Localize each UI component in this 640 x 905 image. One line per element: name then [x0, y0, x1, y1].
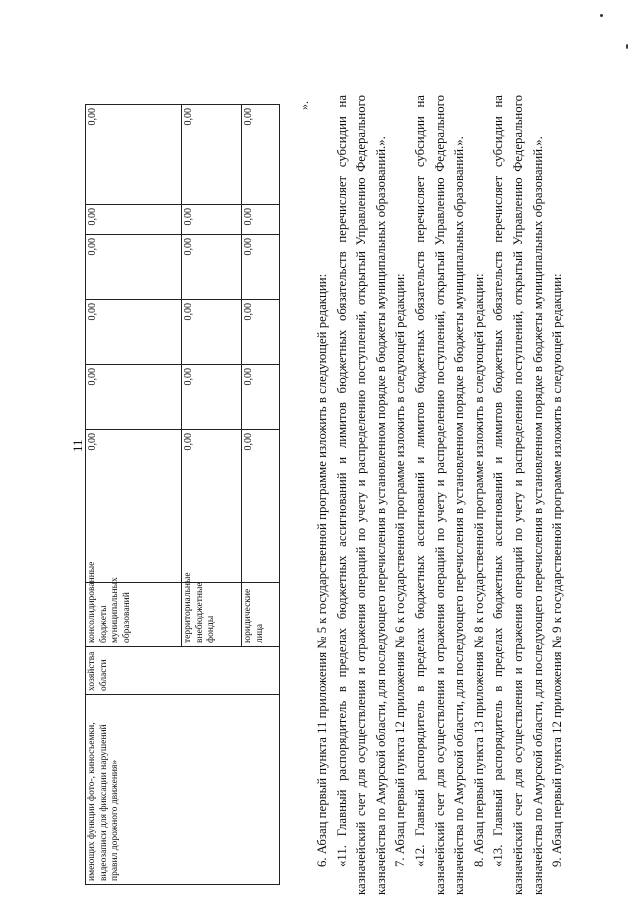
table-cell-value: 0,00	[182, 235, 242, 300]
table-cell-agency: хозяйства области	[86, 647, 280, 695]
table-cell-value: 0,00	[86, 105, 182, 205]
table-cell-value: 0,00	[86, 235, 182, 300]
table-cell-value: 0,00	[242, 205, 280, 235]
paragraph: «13. Главный распорядитель в пределах бюджетных ассигнований и лимитов бюджетных обязательств перечисляет субсидии на казначейский счет для осуществления и отражения операций по учету и распределению поступлений, открытый Управлению Федерального казначейства по Амурской области, для последующего перечисления в установленном порядке в бюджеты муниципальных образований.».	[491, 95, 545, 895]
paragraph: 6. Абзац первый пункта 11 приложения № 5 к государственной программе изложить в следующей редакции:	[315, 273, 329, 867]
page-number: 11	[70, 439, 85, 452]
table-cell-source: территориальные внебюджетные фонды	[182, 583, 242, 647]
table-cell-value: 0,00	[242, 300, 280, 365]
table-cell-value: 0,00	[86, 365, 182, 430]
paragraph: «12. Главный распорядитель в пределах бюджетных ассигнований и лимитов бюджетных обязательств перечисляет субсидии на казначейский счет для осуществления и отражения операций по учету и распределению поступлений, открытый Управлению Федерального казначейства по Амурской области, для последующего перечисления в установленном порядке в бюджеты муниципальных образований.».	[412, 95, 467, 895]
table-cell-value: 0,00	[182, 430, 242, 583]
scan-speck	[626, 44, 628, 49]
table-cell-value: 0,00	[182, 105, 242, 205]
table-cell-value: 0,00	[242, 430, 280, 583]
paragraph: 8. Абзац первый пункта 13 приложения № 8 к государственной программе изложить в следующей редакции:	[471, 273, 486, 867]
table-cell-value: 0,00	[242, 105, 280, 205]
table-cell-description: имеющих функции фото-, киносъемки, видеозаписи для фиксации нарушений правил дорожного движения»	[86, 695, 280, 885]
table-cell-value: 0,00	[182, 365, 242, 430]
document-body	[313, 95, 568, 895]
table-cell-value: 0,00	[182, 300, 242, 365]
table-cell-value: 0,00	[242, 365, 280, 430]
rotated-page	[85, 95, 640, 895]
closing-quote: ».	[297, 101, 311, 110]
table-cell-value: 0,00	[86, 430, 182, 583]
table-cell-value: 0,00	[86, 300, 182, 365]
paragraph: «11. Главный распорядитель в пределах бюджетных ассигнований и лимитов бюджетных обязательств перечисляет субсидии на казначейский счет для осуществления и отражения операций по учету и распределению поступлений, открытый Управлению Федерального казначейства по Амурской области, для последующего перечисления в установленном порядке в бюджеты муниципальных образований.».	[334, 95, 388, 895]
paragraph: 7. Абзац первый пункта 12 приложения № 6 к государственной программе изложить в следующей редакции:	[393, 273, 408, 867]
table-cell-value: 0,00	[182, 205, 242, 235]
table-cell-source: юридические лица	[242, 583, 280, 647]
table-cell-value: 0,00	[86, 205, 182, 235]
budget-table	[85, 104, 280, 885]
table-row	[86, 105, 182, 885]
paragraph: 9. Абзац первый пункта 12 приложения № 9 к государственной программе изложить в следующей редакции:	[550, 273, 565, 867]
scan-speck	[600, 14, 603, 17]
table-cell-value: 0,00	[242, 235, 280, 300]
table-cell-source: консолидированные бюджеты муниципальных образований	[86, 583, 182, 647]
